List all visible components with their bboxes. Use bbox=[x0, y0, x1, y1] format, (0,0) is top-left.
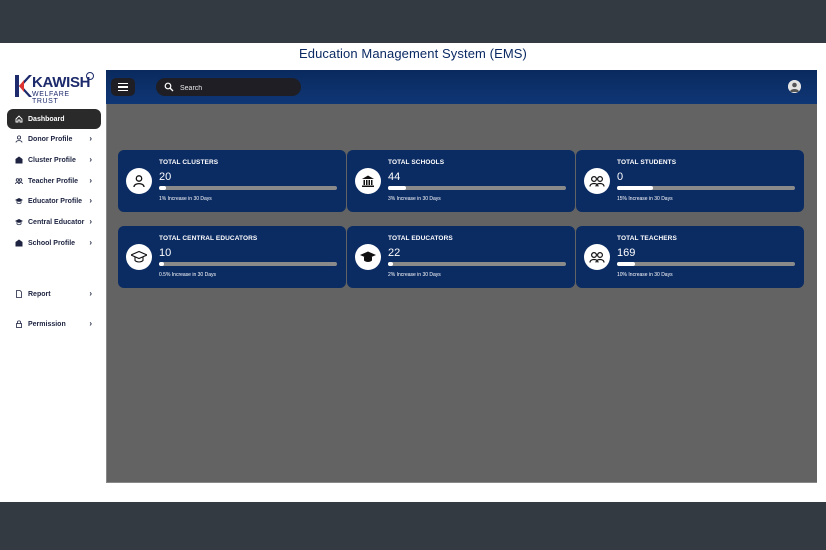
graduation-cap-icon bbox=[355, 244, 381, 270]
stat-title: TOTAL SCHOOLS bbox=[388, 159, 445, 166]
stat-card-central-educators[interactable] bbox=[118, 226, 346, 288]
stat-note: 15% Increase in 30 Days bbox=[617, 196, 673, 202]
progress-fill bbox=[388, 186, 406, 190]
stat-title: TOTAL CENTRAL EDUCATORS bbox=[159, 235, 258, 242]
sidebar-item-permission[interactable] bbox=[7, 314, 101, 334]
lock-icon bbox=[15, 320, 23, 328]
sidebar-item-label: School Profile bbox=[28, 239, 76, 247]
chevron-right-icon: › bbox=[89, 217, 92, 226]
chevron-right-icon: › bbox=[89, 155, 92, 164]
menu-line bbox=[118, 90, 128, 91]
stat-card-students[interactable] bbox=[576, 150, 804, 212]
stat-title: TOTAL CLUSTERS bbox=[159, 159, 219, 166]
logo-name: KAWISH bbox=[32, 74, 91, 91]
logo bbox=[14, 72, 94, 105]
menu-line bbox=[118, 83, 128, 84]
chevron-right-icon: › bbox=[89, 319, 92, 328]
sidebar-item-educator-profile[interactable] bbox=[7, 191, 101, 211]
user-icon bbox=[126, 168, 152, 194]
sidebar-item-school-profile[interactable] bbox=[7, 233, 101, 253]
stat-note: 0.5% Increase in 30 Days bbox=[159, 272, 216, 278]
stat-value: 169 bbox=[617, 247, 636, 259]
search-icon bbox=[164, 82, 174, 92]
sidebar-item-label: Donor Profile bbox=[28, 135, 73, 143]
stat-value: 22 bbox=[388, 247, 401, 259]
progress-bar bbox=[159, 262, 337, 266]
sidebar-item-teacher-profile[interactable] bbox=[7, 171, 101, 191]
avatar[interactable] bbox=[788, 80, 801, 93]
sidebar-item-central-educator[interactable] bbox=[7, 212, 101, 232]
stat-card-teachers[interactable] bbox=[576, 226, 804, 288]
menu-line bbox=[118, 86, 128, 87]
sidebar-item-report[interactable] bbox=[7, 284, 101, 304]
document-icon bbox=[15, 290, 23, 298]
stat-value: 44 bbox=[388, 171, 401, 183]
logo-subtitle: WELFARE TRUST bbox=[32, 91, 70, 105]
progress-fill bbox=[159, 186, 166, 190]
stat-title: TOTAL TEACHERS bbox=[617, 235, 677, 242]
stat-note: 10% Increase in 30 Days bbox=[617, 272, 673, 278]
chevron-right-icon: › bbox=[89, 196, 92, 205]
search-input[interactable] bbox=[178, 81, 292, 95]
user-icon bbox=[15, 135, 23, 143]
stat-value: 0 bbox=[617, 171, 624, 183]
group-icon bbox=[15, 177, 23, 185]
progress-bar bbox=[617, 186, 795, 190]
chevron-right-icon: › bbox=[89, 176, 92, 185]
page-title: Education Management System (EMS) bbox=[298, 46, 527, 61]
sidebar-item-label: Dashboard bbox=[28, 115, 65, 123]
hamburger-menu-button[interactable] bbox=[111, 78, 135, 96]
progress-bar bbox=[159, 186, 337, 190]
graduation-cap-icon bbox=[126, 244, 152, 270]
kawish-logo-mark-icon bbox=[14, 74, 32, 98]
stat-value: 20 bbox=[159, 171, 172, 183]
chevron-right-icon: › bbox=[89, 238, 92, 247]
sidebar-item-donor-profile[interactable] bbox=[7, 129, 101, 149]
sidebar-item-label: Educator Profile bbox=[28, 197, 83, 205]
progress-bar bbox=[617, 262, 795, 266]
stat-value: 10 bbox=[159, 247, 172, 259]
stat-title: TOTAL STUDENTS bbox=[617, 159, 677, 166]
search-box[interactable] bbox=[156, 78, 301, 96]
graduation-cap-icon bbox=[15, 197, 23, 205]
progress-fill bbox=[159, 262, 164, 266]
sidebar-item-label: Report bbox=[28, 290, 51, 298]
progress-bar bbox=[388, 186, 566, 190]
stat-note: 2% Increase in 30 Days bbox=[388, 272, 441, 278]
user-avatar-icon bbox=[788, 80, 801, 93]
stat-card-educators[interactable] bbox=[347, 226, 575, 288]
institution-icon bbox=[355, 168, 381, 194]
sidebar-item-cluster-profile[interactable] bbox=[7, 150, 101, 170]
stat-note: 1% Increase in 30 Days bbox=[159, 196, 212, 202]
building-icon bbox=[15, 156, 23, 164]
chevron-right-icon: › bbox=[89, 289, 92, 298]
progress-fill bbox=[388, 262, 393, 266]
progress-bar bbox=[388, 262, 566, 266]
group-icon bbox=[584, 244, 610, 270]
sidebar-item-label: Central Educator bbox=[28, 218, 85, 226]
progress-fill bbox=[617, 262, 635, 266]
sidebar-item-label: Cluster Profile bbox=[28, 156, 76, 164]
home-icon bbox=[15, 115, 23, 123]
chevron-right-icon: › bbox=[89, 134, 92, 143]
building-icon bbox=[15, 239, 23, 247]
sidebar-item-label: Permission bbox=[28, 320, 66, 328]
group-icon bbox=[584, 168, 610, 194]
sidebar-item-label: Teacher Profile bbox=[28, 177, 79, 185]
stat-card-schools[interactable] bbox=[347, 150, 575, 212]
graduation-cap-icon bbox=[15, 218, 23, 226]
sidebar-item-dashboard[interactable] bbox=[7, 109, 101, 129]
stat-note: 3% Increase in 30 Days bbox=[388, 196, 441, 202]
progress-fill bbox=[617, 186, 653, 190]
registered-mark-icon bbox=[86, 72, 94, 80]
stat-card-clusters[interactable] bbox=[118, 150, 346, 212]
stat-title: TOTAL EDUCATORS bbox=[388, 235, 453, 242]
